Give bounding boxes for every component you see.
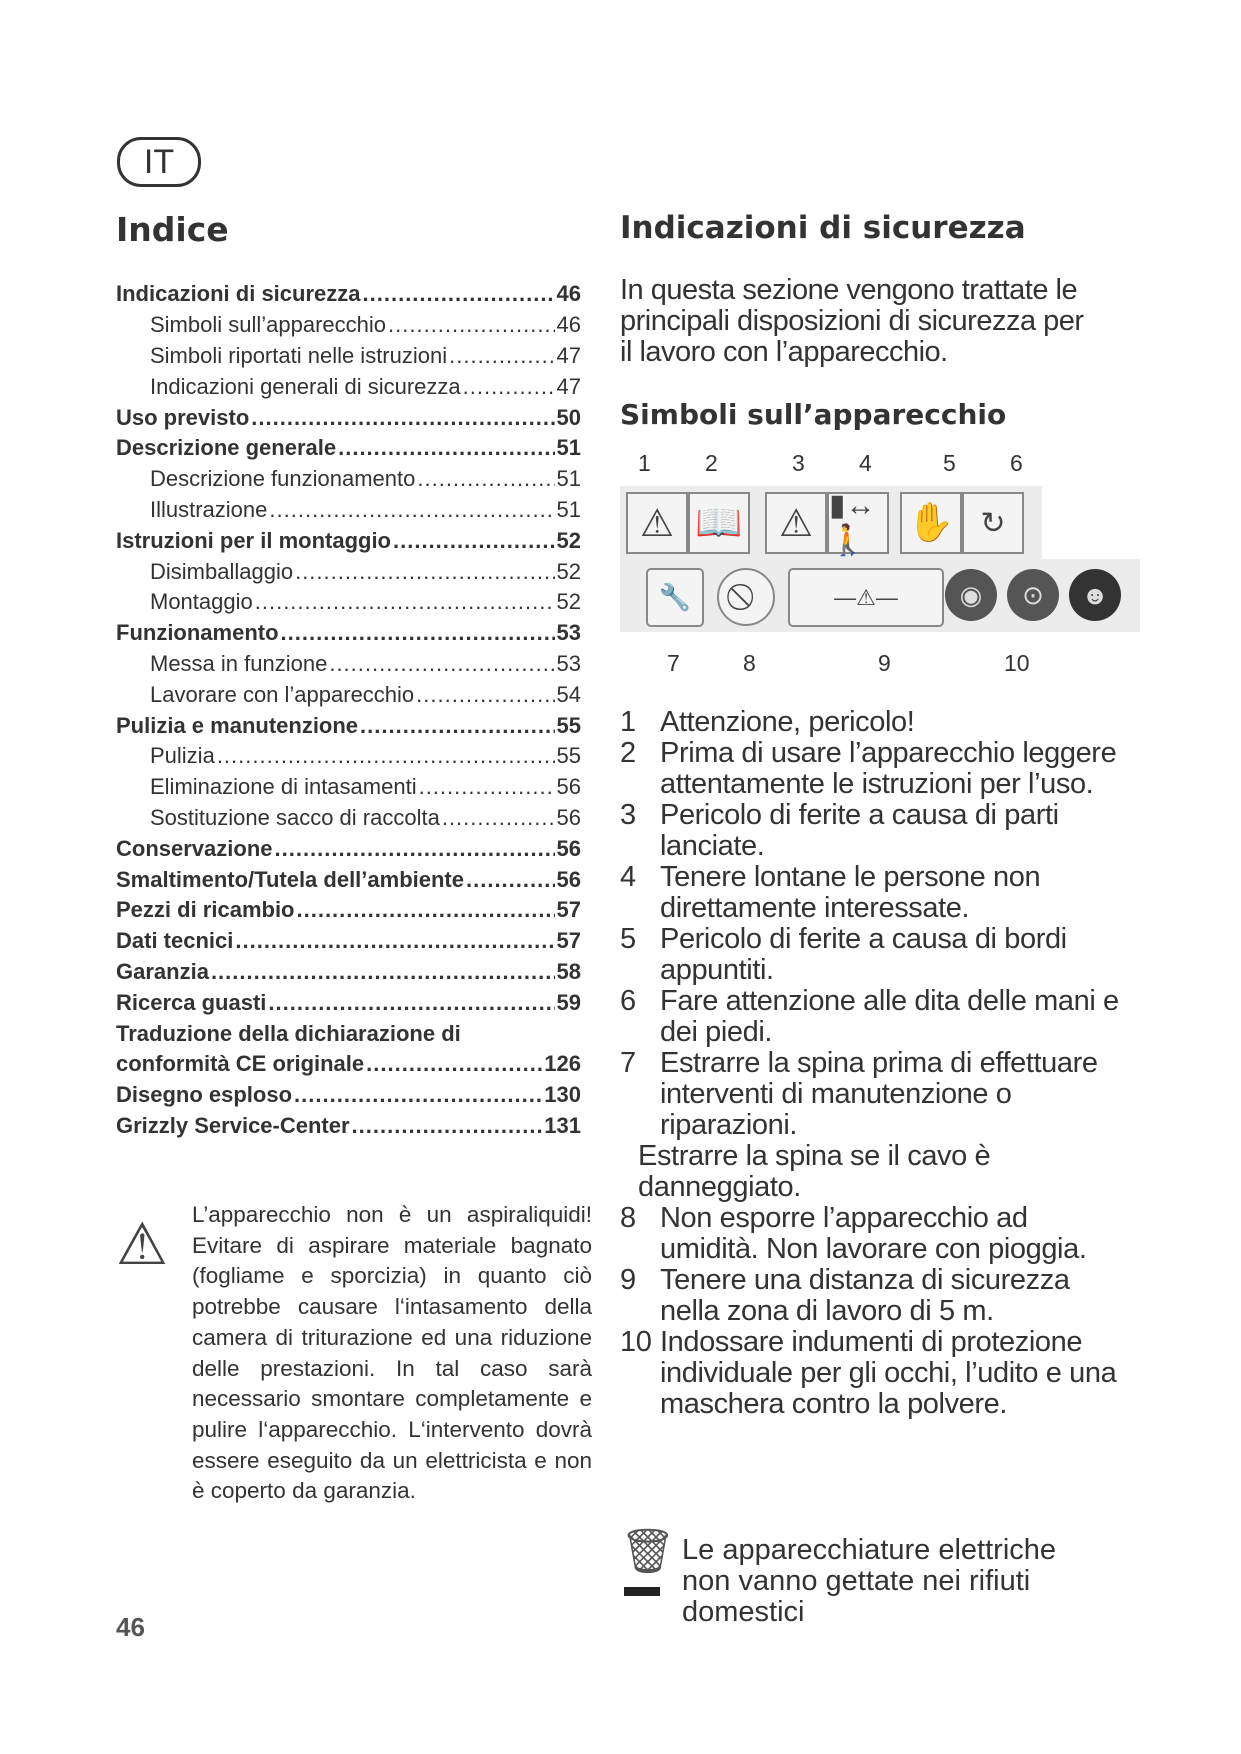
toc-entry[interactable] [116, 371, 581, 402]
toc-leader [360, 713, 554, 739]
legend-item [620, 1327, 1120, 1420]
symbols-title: Simboli sull’apparecchio [620, 398, 1007, 431]
toc-label: Simboli sull’apparecchio [150, 312, 387, 338]
toc-entry[interactable] [116, 772, 581, 803]
legend-number: 1 [620, 706, 636, 738]
toc-entry[interactable] [116, 1049, 581, 1080]
toc-leader [255, 589, 555, 615]
toc-entry[interactable] [116, 556, 581, 587]
legend-text: Attenzione, pericolo! [660, 706, 915, 738]
toc-page: 59 [556, 989, 581, 1015]
symbol-number: 5 [943, 450, 956, 476]
legend-text: Tenere una distanza di sicurezza nella zona di lavoro di 5 m. [660, 1264, 1070, 1327]
toc-leader [211, 959, 555, 985]
legend-number: 2 [620, 737, 636, 769]
toc-entry[interactable] [116, 587, 581, 618]
toc-label: Grizzly Service-Center [116, 1112, 350, 1138]
toc-page: 50 [556, 404, 581, 430]
toc-label: Indicazioni generali di sicurezza [150, 373, 461, 399]
safety-intro: In questa sezione vengono trattate le principali disposizioni di sicurezza per il lavoro con l’apparecchio. [620, 274, 1084, 368]
toc-entry[interactable] [116, 679, 581, 710]
symbol-number: 3 [792, 450, 805, 476]
toc-label: Istruzioni per il montaggio [116, 527, 391, 553]
toc-leader [297, 897, 555, 923]
legend-text: Pericolo di ferite a causa di parti lanciate. [660, 799, 1059, 862]
dust-mask-icon: ☻ [1069, 569, 1121, 621]
toc-label: conformità CE originale [116, 1051, 365, 1077]
toc-leader [268, 990, 554, 1016]
toc-page: 46 [556, 281, 581, 307]
legend-item [620, 924, 1120, 986]
legend-number: 7 [620, 1047, 636, 1079]
toc-page: 56 [556, 835, 581, 861]
toc-leader [363, 281, 555, 307]
language-badge: IT [117, 137, 201, 187]
symbol-number: 7 [667, 650, 680, 676]
toc-entry[interactable] [116, 402, 581, 433]
toc-entry[interactable] [116, 864, 581, 895]
toc-page: 51 [556, 435, 581, 461]
legend-item [620, 738, 1120, 800]
toc-label: Montaggio [150, 589, 253, 615]
toc-page: 52 [556, 527, 581, 553]
symbol-legend [620, 707, 1120, 1420]
toc-leader [251, 405, 554, 431]
toc-leader [281, 620, 555, 646]
toc-entry[interactable] [116, 310, 581, 341]
toc-leader [417, 466, 554, 492]
toc-leader [338, 435, 554, 461]
toc-label: Conservazione [116, 835, 273, 861]
toc-entry[interactable] [116, 649, 581, 680]
item7-extra: Estrarre la spina se il cavo è danneggiato. [638, 1140, 991, 1203]
toc-entry[interactable] [116, 710, 581, 741]
toc-label: Pulizia [150, 743, 215, 769]
manual-book-icon: 📖 [688, 492, 750, 554]
toc-entry[interactable] [116, 926, 581, 957]
toc-page: 58 [556, 958, 581, 984]
toc-label: Smaltimento/Tutela dell’ambiente [116, 866, 464, 892]
flying-parts-icon: ⚠ [765, 492, 827, 554]
warning-triangle-icon: ⚠ [116, 1212, 168, 1277]
symbol-number: 8 [743, 650, 756, 676]
legend-item [620, 1048, 1120, 1141]
legend-item [620, 707, 1120, 738]
safety-title: Indicazioni di sicurezza [620, 210, 1026, 246]
eye-protection-icon: ⊙ [1007, 569, 1059, 621]
toc-entry[interactable] [116, 279, 581, 310]
sharp-blades-icon: ✋ [900, 492, 962, 554]
toc-leader [275, 836, 555, 862]
toc-entry[interactable] [116, 618, 581, 649]
legend-item [620, 1265, 1120, 1327]
toc-label: Traduzione della dichiarazione di [116, 1020, 461, 1046]
toc-label: Sostituzione sacco di raccolta [150, 804, 440, 830]
toc-label: Lavorare con l’apparecchio [150, 681, 415, 707]
weee-text: Le apparecchiature elettriche non vanno gettate nei rifiuti domestici [682, 1534, 1057, 1628]
ear-protection-icon: ◉ [945, 569, 997, 621]
safety-distance-icon: —⚠— [788, 568, 944, 627]
toc-leader [419, 774, 555, 800]
no-rain-icon [717, 568, 775, 626]
toc-page: 56 [556, 774, 581, 800]
legend-item [620, 986, 1120, 1048]
toc-page: 54 [556, 681, 581, 707]
crossed-bin-icon: 🗑 [620, 1527, 676, 1576]
table-of-contents [116, 279, 581, 1141]
toc-leader [388, 312, 555, 338]
toc-entry[interactable] [116, 1111, 581, 1142]
toc-entry[interactable] [116, 525, 581, 556]
legend-number: 4 [620, 861, 636, 893]
symbol-number: 4 [859, 450, 872, 476]
toc-label: Messa in funzione [150, 650, 328, 676]
warning-text: L’apparecchio non è un aspiraliquidi! Evitare di aspirare materiale bagnato (fogliame e sporcizia) in quanto ciò potrebbe causare l‘intasamento della camera di triturazione ed una riduzione delle prestazioni. In tal caso sarà necessario smontare completamente e pulire l‘apparecchio. L‘intervento dovrà essere eseguito da un elettricista e non è coperto da garanzia. [192, 1202, 592, 1504]
toc-leader [442, 805, 555, 831]
page-number: 46 [116, 1612, 145, 1642]
toc-leader [217, 743, 555, 769]
legend-number: 8 [620, 1202, 636, 1234]
toc-leader [393, 528, 555, 554]
toc-label: Descrizione generale [116, 435, 337, 461]
toc-page: 131 [544, 1112, 581, 1138]
toc-leader [463, 374, 555, 400]
legend-number: 3 [620, 799, 636, 831]
toc-label: Pezzi di ricambio [116, 897, 295, 923]
toc-page: 47 [556, 342, 581, 368]
toc-leader [416, 682, 554, 708]
toc-label: Simboli riportati nelle istruzioni [150, 342, 448, 368]
legend-item [620, 862, 1120, 924]
toc-leader [235, 928, 554, 954]
toc-page: 52 [556, 589, 581, 615]
legend-item [620, 1203, 1120, 1265]
legend-text: Pericolo di ferite a causa di bordi appuntiti. [660, 923, 1067, 986]
toc-entry[interactable] [116, 1018, 581, 1049]
toc-entry[interactable] [116, 833, 581, 864]
toc-page: 53 [556, 620, 581, 646]
toc-label: Garanzia [116, 958, 209, 984]
toc-page: 55 [556, 712, 581, 738]
toc-entry[interactable] [116, 464, 581, 495]
toc-leader [295, 559, 554, 585]
toc-page: 55 [556, 743, 581, 769]
symbol-number: 6 [1010, 450, 1023, 476]
legend-item [620, 800, 1120, 862]
toc-label: Disegno esploso [116, 1082, 293, 1108]
legend-number: 10 [620, 1326, 652, 1358]
toc-entry[interactable] [116, 433, 581, 464]
toc-label: Funzionamento [116, 620, 279, 646]
toc-page: 51 [556, 466, 581, 492]
toc-page: 57 [556, 928, 581, 954]
toc-entry[interactable] [116, 895, 581, 926]
toc-leader [366, 1051, 542, 1077]
symbol-number: 9 [878, 650, 891, 676]
toc-entry[interactable] [116, 495, 581, 526]
device-symbols [620, 486, 1140, 663]
toc-page: 57 [556, 897, 581, 923]
toc-leader [449, 343, 554, 369]
toc-label: Uso previsto [116, 404, 250, 430]
fingers-toes-icon: ↻ [962, 492, 1024, 554]
toc-page: 52 [556, 558, 581, 584]
toc-page: 47 [556, 373, 581, 399]
legend-number: 6 [620, 985, 636, 1017]
toc-page: 126 [544, 1051, 581, 1077]
toc-leader [269, 497, 554, 523]
toc-label: Illustrazione [150, 496, 268, 522]
toc-leader [329, 651, 554, 677]
legend-text: Estrarre la spina prima di effettuare interventi di manutenzione o riparazioni. [660, 1047, 1098, 1141]
toc-page: 56 [556, 866, 581, 892]
toc-label: Disimballaggio [150, 558, 294, 584]
warning-icon: ⚠ [626, 492, 688, 554]
toc-label: Eliminazione di intasamenti [150, 774, 417, 800]
toc-entry[interactable] [116, 957, 581, 988]
toc-leader [466, 867, 555, 893]
symbol-number: 2 [705, 450, 718, 476]
bin-bar-icon [624, 1587, 660, 1596]
legend-number: 5 [620, 923, 636, 955]
symbol-number: 1 [638, 450, 651, 476]
toc-entry[interactable] [116, 341, 581, 372]
legend-text: Indossare indumenti di protezione individuale per gli occhi, l’udito e una maschera contro la polvere. [660, 1326, 1117, 1420]
toc-entry[interactable] [116, 803, 581, 834]
toc-entry[interactable] [116, 987, 581, 1018]
legend-text: Non esporre l’apparecchio ad umidità. Non lavorare con pioggia. [660, 1202, 1087, 1265]
toc-leader [294, 1082, 542, 1108]
toc-entry[interactable] [116, 1080, 581, 1111]
toc-page: 51 [556, 496, 581, 522]
toc-page: 46 [556, 312, 581, 338]
toc-label: Ricerca guasti [116, 989, 267, 1015]
toc-label: Pulizia e manutenzione [116, 712, 359, 738]
legend-text: Tenere lontane le persone non direttamente interessate. [660, 861, 1041, 924]
index-title: Indice [116, 210, 229, 249]
toc-entry[interactable] [116, 741, 581, 772]
unplug-maintenance-icon: 🔧 [646, 568, 704, 627]
legend-number: 9 [620, 1264, 636, 1296]
toc-label: Indicazioni di sicurezza [116, 281, 361, 307]
legend-text: Prima di usare l’apparecchio leggere attentamente le istruzioni per l’uso. [660, 737, 1117, 800]
toc-page: 130 [544, 1082, 581, 1108]
toc-page: 53 [556, 650, 581, 676]
symbol-number: 10 [1004, 650, 1030, 676]
toc-label: Dati tecnici [116, 928, 234, 954]
keep-distance-icon: ▮↔🚶 [827, 492, 889, 554]
legend-text: Fare attenzione alle dita delle mani e dei piedi. [660, 985, 1119, 1048]
toc-page: 56 [556, 804, 581, 830]
toc-leader [352, 1113, 543, 1139]
toc-label: Descrizione funzionamento [150, 466, 416, 492]
